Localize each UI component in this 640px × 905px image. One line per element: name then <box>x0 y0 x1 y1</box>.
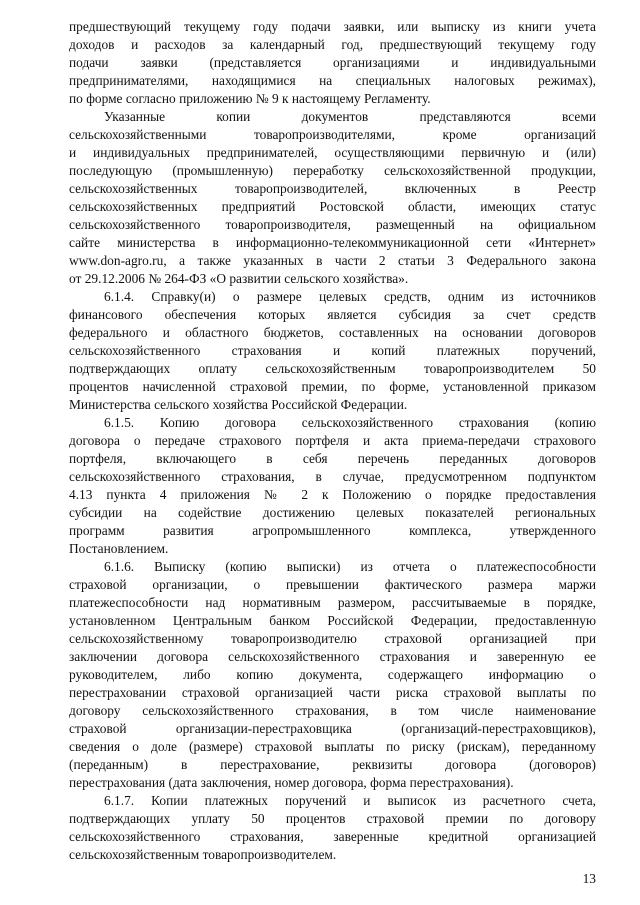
paragraph-p-intro-end <box>69 18 596 108</box>
text-line: сельскохозяйственными товаропроизводителями, кроме организаций <box>69 127 596 142</box>
text-line: установленном Центральным банком Российской Федерации, предоставленную <box>69 613 596 628</box>
text-line: руководителем, либо копию документа, содержащего информацию о <box>69 667 596 682</box>
paragraph-p-6-1-6 <box>69 558 596 792</box>
text-line: сельскохозяйственного страхования, заверенные кредитной организацией <box>69 829 596 844</box>
text-line: договора о передаче страхового портфеля и акта приема-передачи страхового <box>69 433 596 448</box>
text-line: сельскохозяйственному товаропроизводителю страховой организацией при <box>69 631 596 646</box>
text-line: сельскохозяйственного страхования, в случае, предусмотренном подпунктом <box>69 469 596 484</box>
text-line: страховой организации-перестраховщика (организаций-перестраховщиков), <box>69 721 596 736</box>
text-line: последующую (промышленную) переработку сельскохозяйственной продукции, <box>69 163 596 178</box>
text-line: подтверждающих уплату 50 процентов страховой премии по договору <box>69 811 596 826</box>
text-line: 6.1.6. Выписку (копию выписки) из отчета о платежеспособности <box>104 559 596 574</box>
text-line: портфеля, включающего в себя перечень переданных договоров <box>69 451 596 466</box>
text-line: предшествующий текущему году подачи заявки, или выписку из книги учета <box>69 19 596 34</box>
text-line: 6.1.5. Копию договора сельскохозяйственного страхования (копию <box>104 415 596 430</box>
text-line: заключении договора сельскохозяйственного страхования и заверенную ее <box>69 649 596 664</box>
paragraph-p-6-1-5 <box>69 414 596 558</box>
text-line: процентов начисленной страховой премии, по форме, установленной приказом <box>69 379 596 394</box>
text-line: сельскохозяйственных товаропроизводителей, включенных в Реестр <box>69 181 596 196</box>
text-line: и индивидуальных предпринимателей, осуществляющими первичную и (или) <box>69 145 596 160</box>
text-line: субсидии на содействие достижению целевых показателей региональных <box>69 505 596 520</box>
text-line: (переданным) в перестрахование, реквизиты договора (договоров) <box>69 757 596 772</box>
document-body <box>69 18 596 864</box>
text-line: доходов и расходов за календарный год, предшествующий текущему году <box>69 37 596 52</box>
paragraph-p-6-1-4 <box>69 288 596 414</box>
text-line: сельскохозяйственным товаропроизводителем. <box>69 847 337 862</box>
text-line: 6.1.7. Копии платежных поручений и выписок из расчетного счета, <box>104 793 596 808</box>
text-line: Министерства сельского хозяйства Российской Федерации. <box>69 397 408 412</box>
text-line: 6.1.4. Справку(и) о размере целевых средств, одним из источников <box>104 289 596 304</box>
text-line: Указанные копии документов представляются всеми <box>104 109 596 124</box>
text-line: платежеспособности над нормативным размером, рассчитываемые в порядке, <box>69 595 596 610</box>
text-line: сельскохозяйственного товаропроизводителя, размещенный на официальном <box>69 217 596 232</box>
text-line: финансового обеспечения которых является субсидия за счет средств <box>69 307 596 322</box>
text-line: от 29.12.2006 № 264-ФЗ «О развитии сельского хозяйства». <box>69 271 409 286</box>
text-line: страховой организации, о превышении фактического размера маржи <box>69 577 596 592</box>
text-line: сельскохозяйственных предприятий Ростовской области, имеющих статус <box>69 199 596 214</box>
text-line: программ развития агропромышленного комплекса, утвержденного <box>69 523 596 538</box>
text-line: договору сельскохозяйственного страхования, в том числе наименование <box>69 703 596 718</box>
text-line: предпринимателями, находящимися на специальных налоговых режимах), <box>69 73 596 88</box>
text-line: подтверждающих оплату сельскохозяйственным товаропроизводителем 50 <box>69 361 596 376</box>
text-line: перестрахования (дата заключения, номер договора, форма перестрахования). <box>69 775 514 790</box>
text-line: подачи заявки (представляется организациями и индивидуальными <box>69 55 596 70</box>
text-line: 4.13 пункта 4 приложения № 2 к Положению о порядке предоставления <box>69 487 596 502</box>
paragraph-p-6-1-7 <box>69 792 596 864</box>
text-line: федерального и областного бюджетов, составленных на основании договоров <box>69 325 596 340</box>
page-number: 13 <box>582 871 596 886</box>
text-line: сведения о доле (размере) страховой выплаты по риску (рискам), переданному <box>69 739 596 754</box>
text-line: Постановлением. <box>69 541 169 556</box>
text-line: сайте министерства в информационно-телекоммуникационной сети «Интернет» <box>69 235 596 250</box>
text-line: по форме согласно приложению № 9 к настоящему Регламенту. <box>69 91 431 106</box>
paragraph-p-copies <box>69 108 596 288</box>
text-line: сельскохозяйственного страхования и копий платежных поручений, <box>69 343 596 358</box>
text-line: перестраховании страховой организацией части риска страховой выплаты по <box>69 685 596 700</box>
text-line: www.don-agro.ru, а также указанных в части 2 статьи 3 Федерального закона <box>69 253 596 268</box>
